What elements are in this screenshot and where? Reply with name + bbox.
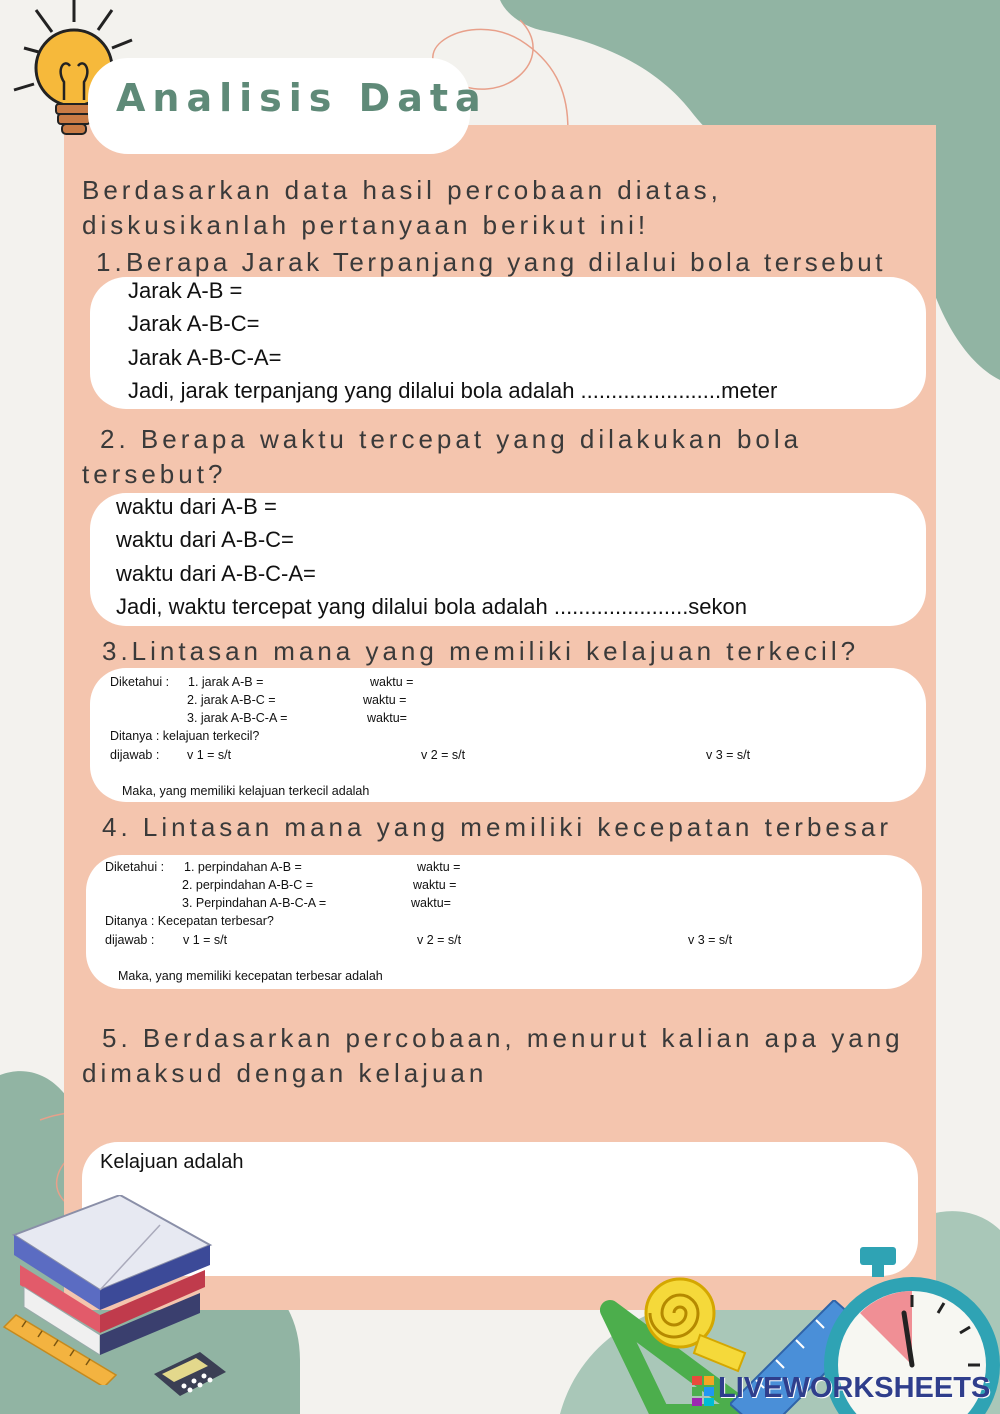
q3-waktu-3: waktu= — [367, 711, 407, 725]
q1-question: Berapa Jarak Terpanjang yang dilalui bola tersebut — [126, 247, 886, 277]
q1-line-4: Jadi, jarak terpanjang yang dilalui bola adalah .......................meter — [128, 378, 778, 403]
q1-line-1: Jarak A-B = — [128, 278, 243, 303]
q3-maka: Maka, yang memiliki kelajuan terkecil adalah — [122, 784, 370, 798]
q3-ditanya: Ditanya : kelajuan terkecil? — [110, 729, 260, 743]
page-title: Analisis Data — [116, 76, 488, 120]
q4-v1: v 1 = s/t — [183, 933, 228, 947]
q1-number: 1. — [96, 247, 126, 277]
q4-v3: v 3 = s/t — [688, 933, 733, 947]
q4-ditanya: Ditanya : Kecepatan terbesar? — [105, 914, 274, 928]
q3-diketahui-label: Diketahui : — [110, 675, 170, 689]
q4-item-3: 3. Perpindahan A-B-C-A = — [182, 896, 327, 910]
q1-line-2: Jarak A-B-C= — [128, 311, 260, 336]
q2-line-1: waktu dari A-B = — [116, 494, 277, 519]
watermark: LIVEWORKSHEETS — [718, 1372, 991, 1404]
intro-line-2: diskusikanlah pertanyaan berikut ini! — [82, 210, 650, 240]
q4-maka: Maka, yang memiliki kecepatan terbesar adalah — [118, 969, 383, 983]
liveworksheets-logo-icon — [692, 1376, 716, 1406]
q5-answer-label: Kelajuan adalah — [100, 1151, 244, 1173]
q2-line-4: Jadi, waktu tercepat yang dilalui bola adalah ......................sekon — [116, 594, 748, 619]
q2-question-line-1: 2. Berapa waktu tercepat yang dilakukan bola — [100, 424, 803, 454]
q5-question-line-2: dimaksud dengan kelajuan — [82, 1058, 488, 1088]
q3-item-2: 2. jarak A-B-C = — [187, 693, 276, 707]
q3-waktu-2: waktu = — [363, 693, 407, 707]
calculator-icon — [150, 1352, 230, 1402]
q4-question: 4. Lintasan mana yang memiliki kecepatan terbesar — [102, 812, 892, 842]
q4-item-2: 2. perpindahan A-B-C = — [182, 878, 313, 892]
q4-dijawab: dijawab : — [105, 933, 155, 947]
q4-diketahui-label: Diketahui : — [105, 860, 165, 874]
q4-waktu-2: waktu = — [413, 878, 457, 892]
q4-waktu-1: waktu = — [417, 860, 461, 874]
q3-waktu-1: waktu = — [370, 675, 414, 689]
q4-item-1: 1. perpindahan A-B = — [184, 860, 302, 874]
q3-v1: v 1 = s/t — [187, 748, 232, 762]
q3-v3: v 3 = s/t — [706, 748, 751, 762]
q2-question-line-2: tersebut? — [82, 459, 227, 489]
q2-line-3: waktu dari A-B-C-A= — [116, 561, 316, 586]
ruler-icon — [0, 1305, 120, 1385]
q4-v2: v 2 = s/t — [417, 933, 462, 947]
q1-line-3: Jarak A-B-C-A= — [128, 345, 282, 370]
q3-question: 3.Lintasan mana yang memiliki kelajuan terkecil? — [102, 636, 860, 666]
q3-item-1: 1. jarak A-B = — [188, 675, 264, 689]
q3-item-3: 3. jarak A-B-C-A = — [187, 711, 288, 725]
q3-v2: v 2 = s/t — [421, 748, 466, 762]
q5-question-line-1: 5. Berdasarkan percobaan, menurut kalian apa yang — [102, 1023, 904, 1053]
q4-waktu-3: waktu= — [411, 896, 451, 910]
q2-line-2: waktu dari A-B-C= — [116, 527, 294, 552]
q3-dijawab: dijawab : — [110, 748, 160, 762]
intro-line-1: Berdasarkan data hasil percobaan diatas, — [82, 175, 722, 205]
